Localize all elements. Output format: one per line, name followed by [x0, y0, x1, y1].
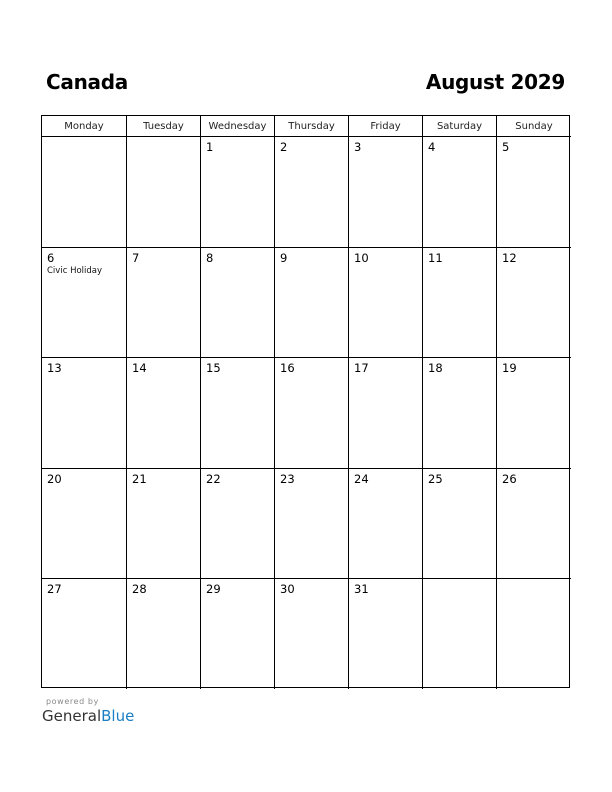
day-number: 23	[280, 472, 295, 486]
day-number: 8	[206, 251, 214, 265]
day-cell	[201, 248, 275, 358]
day-cell	[201, 137, 275, 248]
day-cell	[275, 579, 349, 689]
day-cell	[127, 358, 201, 469]
day-cell	[423, 579, 497, 689]
day-number: 2	[280, 140, 288, 154]
day-cell	[423, 137, 497, 248]
day-cell	[42, 137, 127, 248]
day-number: 26	[502, 472, 517, 486]
weekday-header: Saturday	[423, 116, 497, 137]
day-number: 18	[428, 361, 443, 375]
day-cell	[349, 358, 423, 469]
day-number: 22	[206, 472, 221, 486]
day-cell	[349, 137, 423, 248]
day-number: 29	[206, 582, 221, 596]
country-title: Canada	[46, 70, 128, 94]
day-cell	[201, 469, 275, 579]
brand-logo	[42, 707, 134, 725]
day-number: 14	[132, 361, 147, 375]
brand-general: General	[42, 707, 102, 725]
day-number: 20	[47, 472, 62, 486]
day-number: 16	[280, 361, 295, 375]
weekday-header: Sunday	[497, 116, 571, 137]
day-number: 7	[132, 251, 140, 265]
day-cell	[275, 358, 349, 469]
day-number: 3	[354, 140, 362, 154]
day-number: 17	[354, 361, 369, 375]
day-number: 12	[502, 251, 517, 265]
day-cell	[201, 358, 275, 469]
calendar-grid	[41, 115, 570, 688]
day-cell	[497, 579, 571, 689]
day-number: 15	[206, 361, 221, 375]
holiday-label: Civic Holiday	[47, 266, 103, 276]
powered-by-label: powered by	[46, 697, 99, 706]
day-cell	[127, 469, 201, 579]
day-number: 24	[354, 472, 369, 486]
day-number: 27	[47, 582, 62, 596]
day-cell	[42, 358, 127, 469]
day-cell	[127, 137, 201, 248]
day-number: 10	[354, 251, 369, 265]
day-cell	[423, 358, 497, 469]
day-number: 6	[47, 251, 55, 265]
day-cell	[497, 248, 571, 358]
day-cell	[275, 469, 349, 579]
day-number: 4	[428, 140, 436, 154]
weekday-header: Friday	[349, 116, 423, 137]
day-cell	[497, 469, 571, 579]
brand-footer	[42, 697, 134, 725]
day-number: 5	[502, 140, 510, 154]
day-number: 13	[47, 361, 62, 375]
day-cell	[349, 248, 423, 358]
day-cell	[201, 579, 275, 689]
day-number: 31	[354, 582, 369, 596]
day-number: 30	[280, 582, 295, 596]
day-cell	[423, 469, 497, 579]
day-cell	[127, 579, 201, 689]
day-cell	[497, 358, 571, 469]
month-title: August 2029	[425, 70, 565, 94]
day-cell	[275, 248, 349, 358]
day-number: 19	[502, 361, 517, 375]
day-cell	[349, 579, 423, 689]
day-cell	[42, 579, 127, 689]
day-cell	[127, 248, 201, 358]
day-cell	[275, 137, 349, 248]
day-cell	[423, 248, 497, 358]
day-cell	[42, 469, 127, 579]
day-cell	[497, 137, 571, 248]
day-number: 9	[280, 251, 288, 265]
day-number: 28	[132, 582, 147, 596]
day-number: 25	[428, 472, 443, 486]
weekday-header: Wednesday	[201, 116, 275, 137]
weekday-header: Monday	[42, 116, 127, 137]
day-number: 11	[428, 251, 443, 265]
brand-blue: Blue	[101, 707, 135, 725]
day-number: 21	[132, 472, 147, 486]
day-cell	[349, 469, 423, 579]
day-cell	[42, 248, 127, 358]
weekday-header: Tuesday	[127, 116, 201, 137]
weekday-header: Thursday	[275, 116, 349, 137]
day-number: 1	[206, 140, 214, 154]
